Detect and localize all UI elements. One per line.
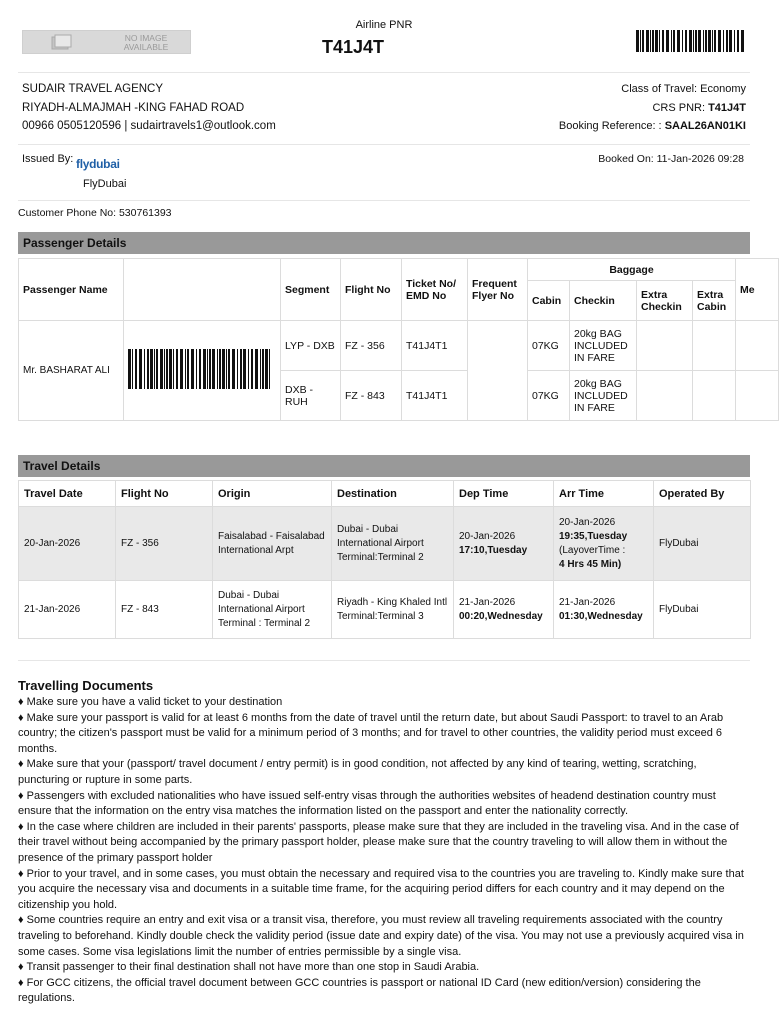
barcode-bar [180,349,183,389]
barcode-bar [228,349,230,389]
checkin-baggage: 20kg BAG INCLUDED IN FARE [570,371,637,421]
barcode-bar [232,349,235,389]
th-checkin: Checkin [570,281,637,321]
dep-time: 21-Jan-2026 00:20,Wednesday [454,581,554,639]
extra-cabin [693,321,736,371]
document-item: ♦ Prior to your travel, and in some cases, you must obtain the necessary and required visa to the countries you are traveling to. Kindly make sure that you acquire the necessary visa and documents in a suitable time frame, for the acquiring period differs for each country and it may depend on the citizenship you hold. [18,867,744,911]
divider [18,660,750,661]
customer-phone: Customer Phone No: 530761393 [18,207,172,219]
barcode-bar [209,349,211,389]
travel-details-header: Travel Details [18,455,750,477]
barcode-bar [217,349,218,389]
barcode-bar [260,349,261,389]
barcode-bar [166,349,168,389]
airline-pnr-value: T41J4T [321,37,385,57]
th-baggage: Baggage [528,259,736,281]
barcode-bar [196,349,197,389]
table-row [19,321,779,371]
barcode-bar [666,30,669,52]
barcode-bar [203,349,206,389]
barcode-bar [650,30,651,52]
barcode-bar [150,349,153,389]
booking-info [559,80,746,136]
barcode-bar [673,30,675,52]
checkin-baggage: 20kg BAG INCLUDED IN FARE [570,321,637,371]
barcode-bar [741,30,744,52]
booking-ref-value: SAAL26AN01KI [664,120,746,132]
document-item: ♦ Passengers with excluded nationalities who have issued self-entry visas through the authorities websites of headend destination country must ensure that the information on the entry visa matches the information listed on the passport and enter the nationality correctly. [18,789,716,818]
passenger-barcode-cell [124,321,281,421]
barcode-bar [689,30,692,52]
th-segment: Segment [281,259,341,321]
arr-time: 20-Jan-2026 19:35,Tuesday (LayoverTime : 4 Hrs 45 Min) [554,507,654,581]
segment: DXB - RUH [281,371,341,421]
th-meal: Me [736,259,779,321]
class-label: Class of Travel: [621,83,698,95]
divider [18,72,750,73]
booked-on: Booked On: 11-Jan-2026 09:28 [598,153,744,165]
barcode-bar [698,30,701,52]
agency-info [22,80,276,136]
th-operated-by: Operated By [654,481,751,507]
operated-by: FlyDubai [654,507,751,581]
th-cabin: Cabin [528,281,570,321]
crs-label: CRS PNR: [652,101,706,114]
travel-table [18,480,751,639]
barcode-bar [708,30,711,52]
document-item: ♦ Transit passenger to their final destination shall not have more than one stop in Saudi Arabia. [18,961,480,974]
barcode-bar [237,349,238,389]
barcode-bar [240,349,242,389]
dep-time: 20-Jan-2026 17:10,Tuesday [454,507,554,581]
origin: Dubai - Dubai International Airport Terminal : Terminal 2 [213,581,332,639]
no-image-text: NO IMAGE AVAILABLE [123,33,169,52]
barcode-bar [164,349,165,389]
document-item: ♦ Some countries require an entry and exit visa or a transit visa, therefore, you must review all traveling requirements associated with the country traveling to beforehand. Kindly double check the validity period (issue date and expiry date) of the visa. You may not use a previously acquired visa in some cases. Some visa legislations limit the number of entries permissible by a single visa. [18,914,744,958]
divider [18,200,750,201]
barcode-bar [262,349,264,389]
barcode-bar [662,30,664,52]
barcode-bar [139,349,142,389]
barcode-bar [685,30,687,52]
barcode-bar [199,349,201,389]
meal [736,321,779,371]
agency-address: RIYADH-ALMAJMAH -KING FAHAD ROAD [22,101,245,114]
pnr-barcode [636,30,746,52]
barcode-bar [187,349,189,389]
barcode-bar [269,349,270,389]
flight-no: FZ - 356 [341,321,402,371]
barcode-bar [191,349,194,389]
th-dep-time: Dep Time [454,481,554,507]
extra-cabin [693,371,736,421]
ticket-no: T41J4T1 [402,371,468,421]
flight-no: FZ - 843 [341,371,402,421]
barcode-bar [718,30,721,52]
th-destination: Destination [332,481,454,507]
crs-value: T41J4T [708,101,746,114]
passenger-barcode [128,349,272,389]
barcode-bar [226,349,227,389]
barcode-bar [255,349,258,389]
document-item: ♦ For GCC citizens, the official travel document between GCC countries is passport or national ID Card (new edition/version) considering the regulations. [18,976,701,1005]
barcode-bar [169,349,172,389]
barcode-bar [154,349,155,389]
barcode-bar [677,30,680,52]
th-ticket-no: Ticket No/ EMD No [402,259,468,321]
barcode-bar [173,349,174,389]
barcode-bar [636,30,639,52]
barcode-bar [251,349,253,389]
travelling-documents [18,678,750,1007]
airline-pnr-label: Airline PNR [355,19,413,31]
flydubai-logo: flydubai [76,157,120,171]
barcode-bar [705,30,707,52]
ticket-no: T41J4T1 [402,321,468,371]
th-extra-checkin: Extra Checkin [637,281,693,321]
barcode-bar [222,349,225,389]
barcode-bar [729,30,732,52]
barcode-bar [185,349,186,389]
barcode-bar [671,30,672,52]
passenger-table-container [18,258,755,426]
segment: LYP - DXB [281,321,341,371]
agency-name: SUDAIR TRAVEL AGENCY [22,83,164,95]
barcode-bar [144,349,145,389]
barcode-bar [248,349,249,389]
barcode-bar [693,30,694,52]
extra-checkin [637,321,693,371]
barcode-bar [265,349,268,389]
agency-contact: 00966 0505120596 | sudairtravels1@outlook.com [22,120,276,132]
barcode-bar [176,349,178,389]
barcode-bar [135,349,137,389]
destination: Riyadh - King Khaled Intl Terminal:Terminal 3 [332,581,454,639]
th-passenger-name: Passenger Name [19,259,124,321]
document-item: ♦ Make sure that your (passport/ travel document / entry permit) is in good condition, not affected by any kind of tearing, wetting, scratching, puncturing or rupture in some parts. [18,758,697,786]
barcode-bar [243,349,246,389]
travel-date: 21-Jan-2026 [19,581,116,639]
passenger-name: Mr. BASHARAT ALI [19,321,124,421]
cabin-baggage: 07KG [528,321,570,371]
issued-by-label: Issued By: [22,153,74,165]
barcode-bar [682,30,683,52]
table-row [19,507,751,581]
th-arr-time: Arr Time [554,481,654,507]
destination: Dubai - Dubai International Airport Terminal:Terminal 2 [332,507,454,581]
flight-no: FZ - 356 [116,507,213,581]
barcode-bar [132,349,133,389]
barcode-bar [640,30,641,52]
barcode-bar [659,30,660,52]
frequent-flyer-no [468,321,528,421]
issuer-airline-name: FlyDubai [83,178,127,190]
document-item: ♦ Make sure your passport is valid for at least 6 months from the date of travel until the return date, but about Saudi Passport: to travel to an Arab country; the citizen's passport must be valid for a minimum period of 3 months; and for travel to other countries, the validity period must exceed 6 months. [18,711,724,755]
th-frequent-flyer: Frequent Flyer No [468,259,528,321]
barcode-bar [726,30,728,52]
barcode-bar [703,30,704,52]
th-flight-no: Flight No [116,481,213,507]
divider [18,144,750,145]
origin: Faisalabad - Faisalabad International Arpt [213,507,332,581]
th-barcode [124,259,281,321]
document-item: ♦ Make sure you have a valid ticket to your destination [18,696,283,708]
barcode-bar [128,349,131,389]
th-flight-no: Flight No [341,259,402,321]
barcode-bar [147,349,149,389]
barcode-bar [723,30,724,52]
extra-checkin [637,371,693,421]
booking-ref-label: Booking Reference: : [558,120,662,132]
th-extra-cabin: Extra Cabin [693,281,736,321]
barcode-bar [156,349,158,389]
barcode-bar [646,30,649,52]
travel-table-container [18,480,750,639]
travel-date: 20-Jan-2026 [19,507,116,581]
barcode-bar [219,349,221,389]
barcode-bar [695,30,697,52]
table-row [19,581,751,639]
barcode-bar [652,30,654,52]
barcode-bar [642,30,644,52]
arr-time: 21-Jan-2026 01:30,Wednesday [554,581,654,639]
operated-by: FlyDubai [654,581,751,639]
barcode-bar [655,30,658,52]
barcode-bar [212,349,215,389]
th-origin: Origin [213,481,332,507]
passenger-details-header: Passenger Details [18,232,750,254]
meal [736,371,779,421]
barcode-bar [714,30,716,52]
barcode-bar [737,30,739,52]
document-item: ♦ In the case where children are included in their parents' passports, please make sure that they are included in the traveling visa. And in the case of their travel without being accompanied by the primary passport holder, please make sure that the country traveling to will allow them in without the presence of the primary passport holder [18,820,739,864]
documents-title: Travelling Documents [18,678,154,693]
th-travel-date: Travel Date [19,481,116,507]
class-value: Economy [700,83,746,95]
barcode-bar [734,30,735,52]
barcode-bar [712,30,713,52]
barcode-bar [160,349,163,389]
barcode-bar [207,349,208,389]
passenger-table [18,258,779,421]
cabin-baggage: 07KG [528,371,570,421]
flight-no: FZ - 843 [116,581,213,639]
